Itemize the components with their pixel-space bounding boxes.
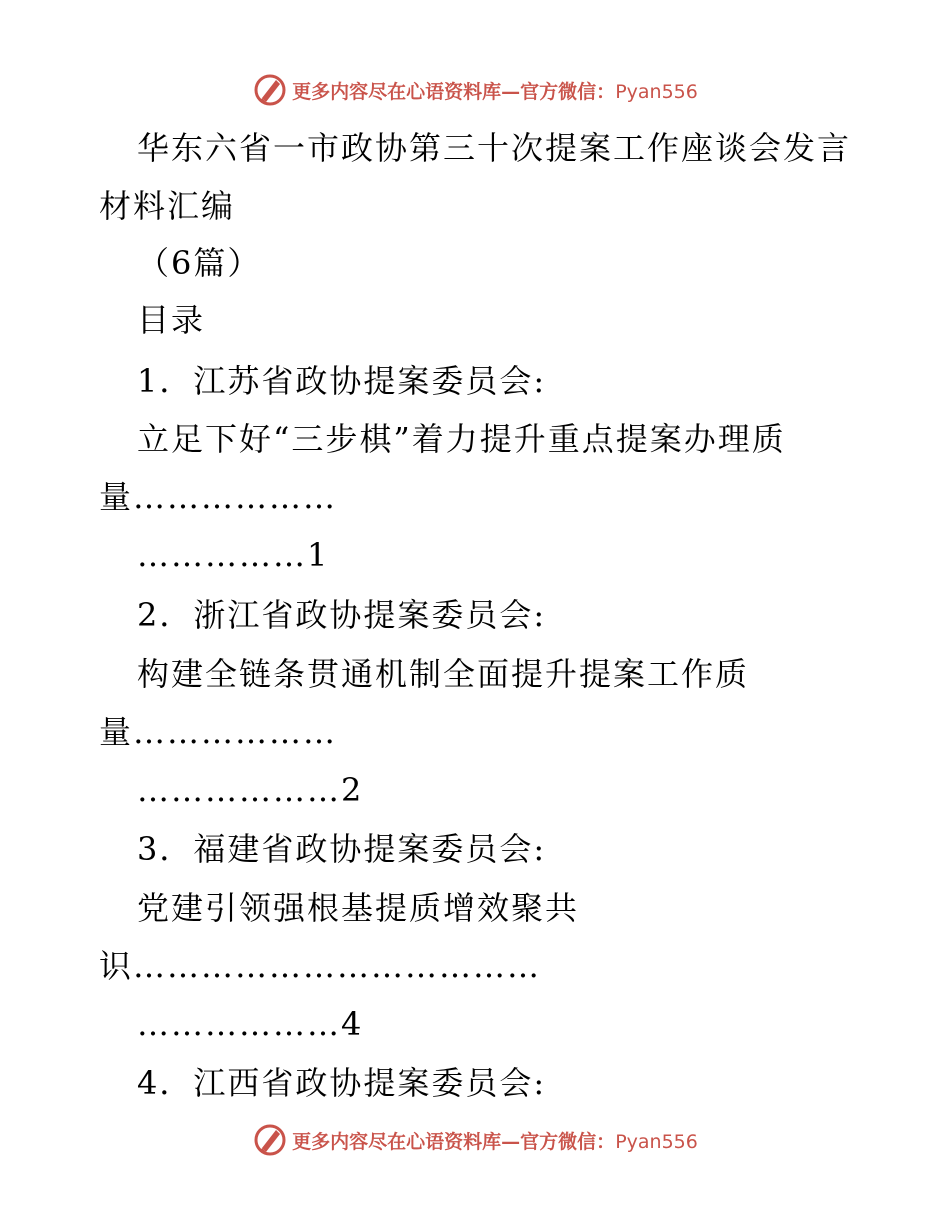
toc-entry-1-page: ……………1 (137, 536, 330, 574)
watermark-wechat-id: Pyan556 (615, 80, 698, 103)
toc-entry-1-tail: 量……………… (99, 478, 338, 516)
watermark-text: 更多内容尽在心语资料库 (292, 80, 502, 103)
watermark-wechat-label: 官方微信： (520, 80, 616, 103)
pen-logo-icon (252, 1122, 288, 1158)
toc-entry-3-tail: 识……………………………… (99, 947, 542, 985)
toc-entry-2-tail: 量……………… (99, 713, 338, 751)
document-title-line1: 华东六省一市政协第三十次提案工作座谈会发言 (137, 129, 852, 167)
pen-logo-icon (252, 72, 288, 108)
toc-entry-2-org: 2．浙江省政协提案委员会: (137, 596, 547, 634)
watermark-wechat-label: 官方微信： (520, 1130, 616, 1153)
toc-entry-3-title: 党建引领强根基提质增效聚共 (137, 889, 580, 927)
toc-entry-1-title: 立足下好“三步棋”着力提升重点提案办理质 (137, 420, 786, 458)
watermark-separator: — (501, 80, 521, 103)
watermark-separator: — (501, 1130, 521, 1153)
toc-entry-3-page: ………………4 (137, 1005, 364, 1043)
toc-heading: 目录 (137, 301, 206, 339)
toc-entry-3-org: 3．福建省政协提案委员会: (137, 830, 547, 868)
toc-entry-2-page: ………………2 (137, 771, 364, 809)
toc-entry-1-org: 1．江苏省政协提案委员会: (137, 362, 547, 400)
watermark-banner-bottom (0, 1120, 950, 1160)
document-count: （6篇） (137, 244, 262, 282)
toc-entry-4-org: 4．江西省政协提案委员会: (137, 1064, 547, 1102)
document-title-line2: 材料汇编 (99, 187, 236, 225)
watermark-wechat-id: Pyan556 (615, 1130, 698, 1153)
watermark-text: 更多内容尽在心语资料库 (292, 1130, 502, 1153)
toc-entry-2-title: 构建全链条贯通机制全面提升提案工作质 (137, 655, 750, 693)
watermark-banner-top (0, 70, 950, 110)
